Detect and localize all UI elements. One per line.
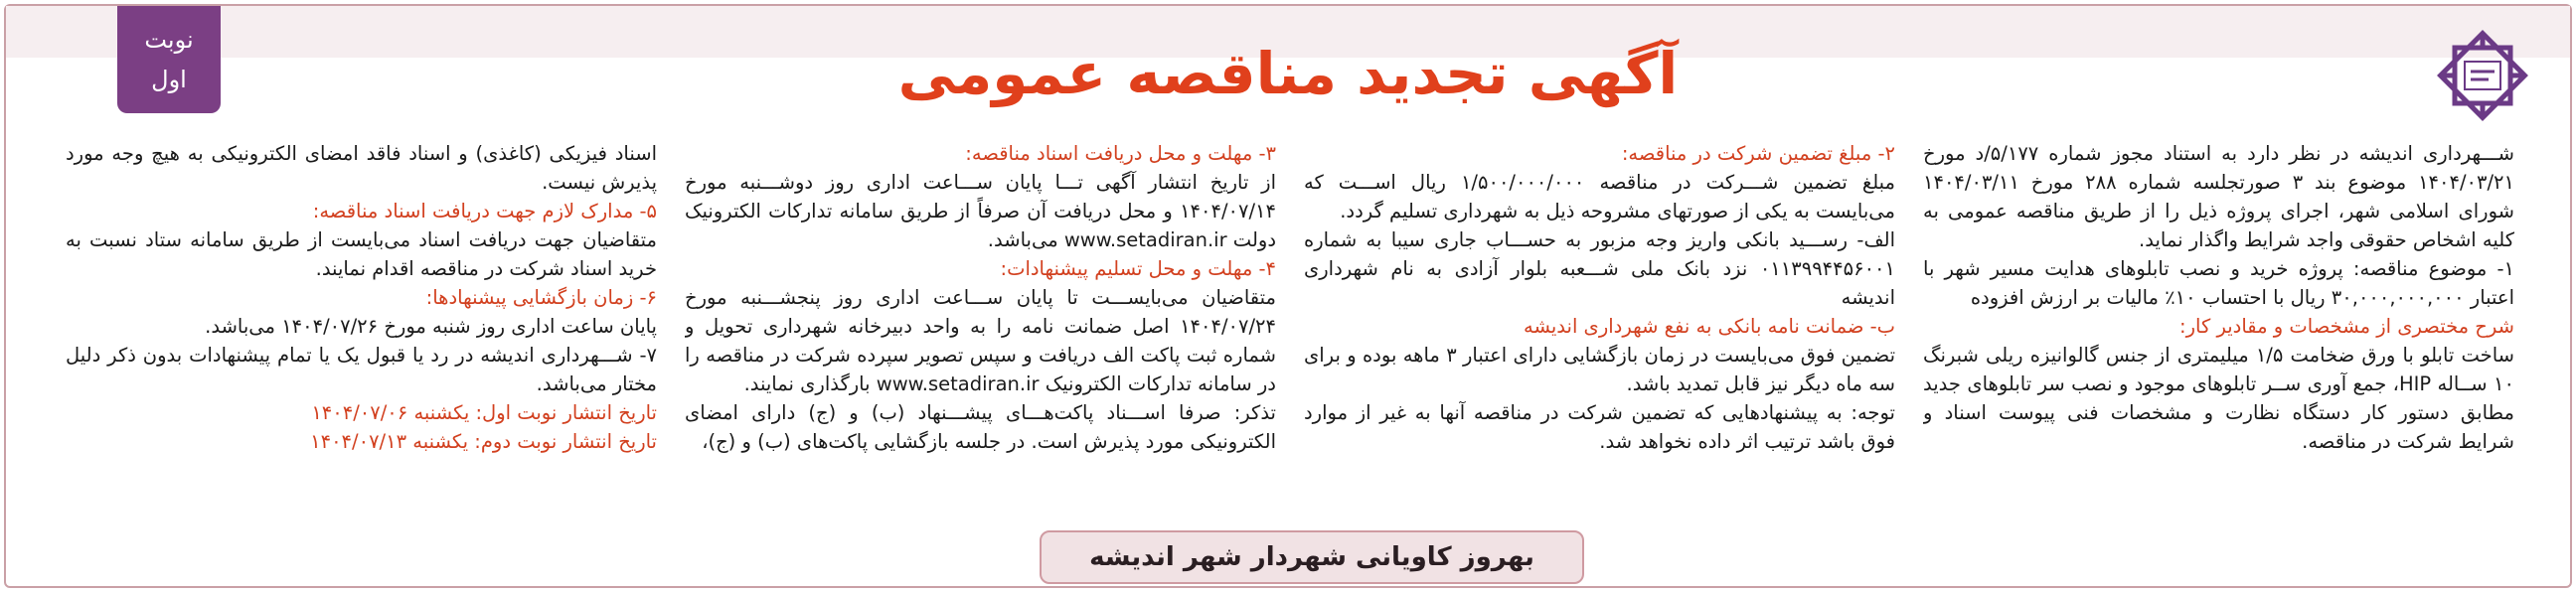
section-heading: شرح مختصری از مشخصات و مقادیر کار: [2179, 315, 2514, 338]
paragraph: مبلغ تضمین شـــرکت در مناقصه ۱/۵۰۰/۰۰۰/۰۰۰ ریال اســـت که می‌بایست به یکی از صورتهای مشروحه ذیل به شهرداری تسلیم گردد. [1304, 171, 1895, 222]
paragraph: از تاریخ انتشار آگهی تـــا پایان ســـاعت اداری روز دوشـــنبه مورخ ۱۴۰۴/۰۷/۱۴ و محل دریافت آن صرفاً از طریق سامانه تدارکات الکترونیک دولت www.setadiran.ir می‌باشد. [685, 171, 1276, 251]
page-title: آگهی تجدید مناقصه عمومی [897, 40, 1679, 107]
advertisement-frame [4, 4, 2572, 588]
paragraph: توجه: به پیشنهادهایی که تضمین شرکت در مناقصه آنها به غیر از موارد فوق باشد ترتیب اثر داده نخواهد شد. [1304, 401, 1895, 453]
column-3 [685, 139, 1276, 518]
paragraph: الف- رســـید بانکی واریز وجه مزبور به حســـاب جاری سیبا به شماره ۰۱۱۳۹۹۴۴۵۶۰۰۱ نزد بانک ملی شـــعبه بلوار آزادی به نام شهرداری اندیشه [1304, 228, 1895, 309]
paragraph: شـــهرداری اندیشه در نظر دارد به استناد مجوز شماره ۵/۱۷۷/د مورخ ۱۴۰۴/۰۳/۲۱ موضوع بند ۳ صورتجلسه شماره ۲۸۸ مورخ ۱۴۰۴/۰۳/۱۱ شورای اسلامی شهر، اجرای پروژه ذیل را از طریق مناقصه عمومی به کلیه اشخاص حقوقی واجد شرایط واگذار نماید. [1923, 142, 2514, 251]
paragraph: پایان ساعت اداری روز شنبه مورخ ۱۴۰۴/۰۷/۲۶ می‌باشد. [205, 315, 657, 338]
paragraph: اسناد فیزیکی (کاغذی) و اسناد فاقد امضای الکترونیکی به هیچ وجه مورد پذیرش نیست. [66, 142, 657, 194]
section-heading: ۴- مهلت و محل تسلیم پیشنهادات: [1000, 257, 1276, 280]
section-heading: تاریخ انتشار نوبت اول: یکشنبه ۱۴۰۴/۰۷/۰۶ [311, 401, 657, 424]
paragraph: ساخت تابلو با ورق ضخامت ۱/۵ میلیمتری از جنس گالوانیزه ریلی شبرنگ ۱۰ ســاله HIP، جمع آوری ســر تابلوهای موجود و نصب سر تابلوهای جدید مطابق دستور کار دستگاه نظارت و مشخصات فنی پیوست اسناد و شرایط شرکت در مناقصه. [1923, 344, 2514, 453]
paragraph: ۱- موضوع مناقصه: پروژه خرید و نصب تابلوهای هدایت مسیر شهر با اعتبار ۳۰,۰۰۰,۰۰۰,۰۰۰ ریال با احتساب ۱۰٪ مالیات بر ارزش افزوده [1923, 257, 2514, 309]
section-heading: ۶- زمان بازگشایی پیشنهادها: [425, 286, 657, 309]
paragraph: متقاضیان جهت دریافت اسناد می‌بایست از طریق سامانه ستاد نسبت به خرید اسناد شرکت در مناقصه اقدام نمایند. [66, 228, 657, 280]
badge-line2: اول [151, 66, 187, 93]
signature-text: بهروز کاویانی شهردار شهر اندیشه [1089, 542, 1534, 572]
section-heading: ۳- مهلت و محل دریافت اسناد مناقصه: [965, 142, 1276, 165]
column-2 [1304, 139, 1895, 518]
section-heading: ب- ضمانت نامه بانکی به نفع شهرداری اندیشه [1524, 315, 1895, 338]
paragraph: ۷- شـــهرداری اندیشه در رد یا قبول یک یا تمام پیشنهادات بدون ذکر دلیل مختار می‌باشد. [66, 344, 657, 395]
section-heading: ۵- مدارک لازم جهت دریافت اسناد مناقصه: [312, 200, 657, 222]
badge-line1: نوبت [144, 26, 194, 54]
paragraph: تذکر: صرفا اســـناد پاکت‌هـــای پیشـــنهاد (ب) و (ج) دارای امضای الکترونیکی مورد پذیرش است. در جلسه بازگشایی پاکت‌های (ب) و (ج)، [685, 401, 1276, 453]
section-heading: ۲- مبلغ تضمین شرکت در مناقصه: [1621, 142, 1895, 165]
section-heading: تاریخ انتشار نوبت دوم: یکشنبه ۱۴۰۴/۰۷/۱۳ [310, 430, 657, 453]
paragraph: متقاضیان می‌بایســـت تا پایان ســـاعت اداری روز پنجشـــنبه مورخ ۱۴۰۴/۰۷/۲۴ اصل ضمانت نامه را به واحد دبیرخانه شهرداری تحویل و شماره ثبت پاکت الف دریافت و سپس تصویر سپرده شرکت در مناقصه را در سامانه تدارکات الکترونیک www.setadiran.ir بارگذاری نمایند. [685, 286, 1276, 395]
column-1 [1923, 139, 2514, 518]
text-columns [66, 139, 2514, 518]
paragraph: تضمین فوق می‌بایست در زمان بازگشایی دارای اعتبار ۳ ماهه بوده و برای سه ماه دیگر نیز قابل تمدید باشد. [1304, 344, 1895, 395]
column-4 [66, 139, 657, 518]
signature-bar [1040, 530, 1584, 584]
